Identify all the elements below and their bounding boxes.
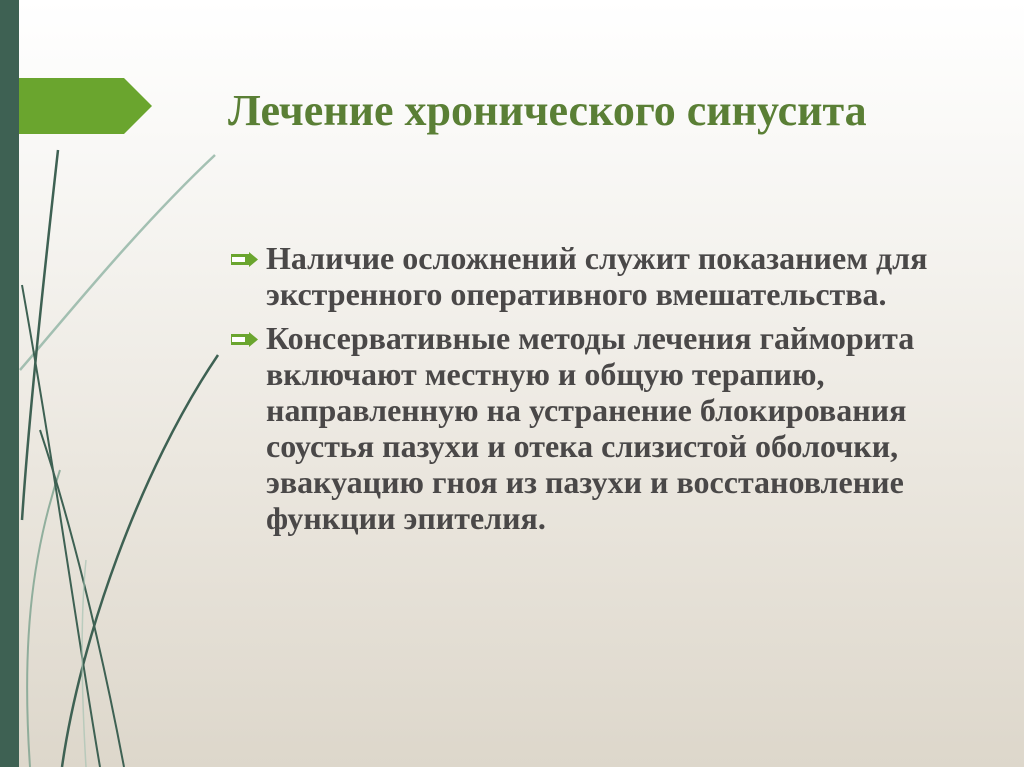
bullet-item [228,320,968,536]
bullet-item [228,240,968,312]
slide-title: Лечение хронического синусита [228,86,867,135]
bullet-text: Консервативные методы лечения гайморита включают местную и общую терапию, направленную на устранение блокирования соустья пазухи и отека слизистой оболочки, эвакуацию гноя из пазухи и восстановление функции эпителия. [266,320,915,536]
arrow-bullet-icon [231,252,258,267]
bullet-text: Наличие осложнений служит показанием для экстренного оперативного вмешательства. [266,240,928,312]
arrow-bullet-icon [231,332,258,347]
title-arrow-icon [19,78,152,134]
bullet-list [228,240,968,544]
